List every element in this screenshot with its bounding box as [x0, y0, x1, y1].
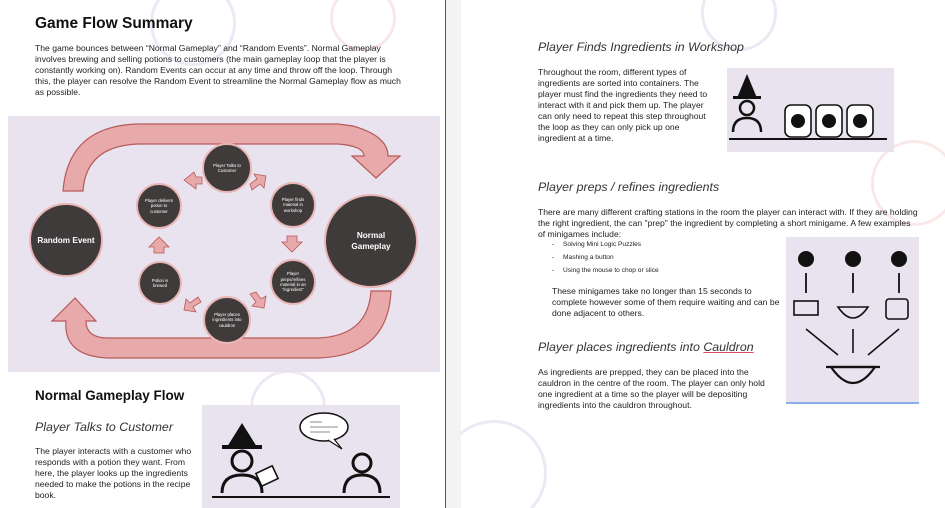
preps-title: Player preps / refines ingredients: [538, 180, 720, 194]
herb-symbol: [798, 251, 814, 267]
subsection-title: Player Talks to Customer: [35, 420, 173, 434]
finds-body: Throughout the room, different types of ingredients are sorted into containers. The player must find the ingredients they need to interact with it and pick them up. The player can only need to repeat this step throughout the loop as they can only pick up one ingredient at a time.: [538, 67, 708, 143]
intro-paragraph: The game bounces between “Normal Gameplay” and “Random Events”. Normal Gameplay involves brewing and selling potions to customers (the main gameplay loop that the player is constantly working on). Random Events can occur at any time and throw off the loop. Through this, the player can resolve the Random Event to streamline the Normal Gameplay flow as much as possible.: [35, 43, 401, 97]
speech-tail: [328, 439, 342, 449]
page-gutter: [445, 0, 461, 508]
page-edge: [445, 0, 446, 508]
player-body-icon: [222, 475, 262, 493]
minigame-note: These minigames take no longer than 15 seconds to complete however some of them require waiting and can be done adjacent to others.: [552, 286, 780, 318]
normal-gameplay-node: [324, 194, 418, 288]
customer-head-icon: [353, 454, 371, 472]
preps-body: There are many different crafting stations in the room the player can interact with. If they are holding the right ingredient, the can "prep" the ingredient by completing a short minigame. A few examples of minigames include:: [538, 207, 918, 239]
places-title: [538, 340, 754, 354]
witch-hat-icon: [737, 74, 757, 98]
step-delivers-node: [136, 183, 182, 229]
step-places-node: [203, 296, 251, 344]
places-body: As ingredients are prepped, they can be placed into the cauldron in the centre of the room. The player can only hold one ingredient at a time so the player will be depositing ingredients into the cauldron throughout.: [538, 367, 765, 410]
containers-illustration: [727, 68, 894, 152]
witch-hat-icon: [227, 423, 257, 447]
step-delivers-label: Player delivers potion to customer: [144, 198, 174, 214]
step-talks-label: Player Talks to Customer: [213, 162, 241, 173]
hat-brim: [733, 96, 761, 99]
chopping-board-icon: [794, 301, 818, 315]
random-event-node: [29, 203, 103, 277]
step-preps-node: [270, 259, 316, 305]
minigame-item: - Mashing a button: [552, 251, 659, 264]
places-title-end: Cauldron: [703, 340, 754, 354]
subsection-body: The player interacts with a customer who responds with a potion they want. From here, the player looks up the ingredients needed to make the potions in the recipe book.: [35, 446, 192, 500]
section-title: Normal Gameplay Flow: [35, 388, 185, 403]
step-preps-label: Player preps/refines material in an "ingredient": [280, 271, 306, 293]
minigame-item: - Solving Mini Logic Puzzles: [552, 238, 659, 251]
prep-stations-icon: [786, 237, 919, 407]
customer-illustration: [202, 405, 400, 508]
step-brewed-label: Potion is brewed: [151, 277, 169, 288]
step-finds-node: [270, 182, 316, 228]
player-body-icon: [733, 118, 761, 132]
water-symbol: [853, 114, 867, 128]
left-page: [0, 0, 445, 508]
water-symbol: [891, 251, 907, 267]
minigame-item: - Using the mouse to chop or slice: [552, 264, 659, 277]
customer-scene-icon: [202, 405, 400, 508]
player-head-icon: [740, 101, 754, 115]
customer-body-icon: [344, 475, 380, 493]
mortar-icon: [838, 307, 868, 318]
step-talks-node: [202, 143, 252, 193]
herb-symbol: [791, 114, 805, 128]
flow-diagram: [8, 116, 440, 372]
finds-title: Player Finds Ingredients in Workshop: [538, 40, 744, 54]
containers-scene-icon: [727, 68, 894, 152]
right-page: [461, 0, 945, 508]
prep-stations-illustration: [786, 237, 919, 404]
mushroom-symbol: [822, 114, 836, 128]
minigame-list: [552, 238, 659, 277]
background-decoration: [461, 420, 547, 508]
mushroom-symbol: [845, 251, 861, 267]
step-finds-label: Player finds material in workshop: [281, 197, 305, 213]
places-title-start: Player places ingredients into: [538, 340, 704, 354]
random-event-label: Random Event: [37, 235, 95, 245]
player-head-icon: [232, 451, 252, 471]
arrow-icon: [868, 329, 899, 355]
hat-brim: [222, 445, 262, 449]
step-places-label: Player places ingredients into cauldron: [212, 312, 242, 328]
step-brewed-node: [138, 261, 182, 305]
arrow-icon: [806, 329, 838, 355]
normal-gameplay-label: Normal Gameplay: [351, 231, 391, 251]
page-title: Game Flow Summary: [35, 15, 193, 32]
machine-icon: [886, 299, 908, 319]
cauldron-icon: [831, 367, 875, 383]
